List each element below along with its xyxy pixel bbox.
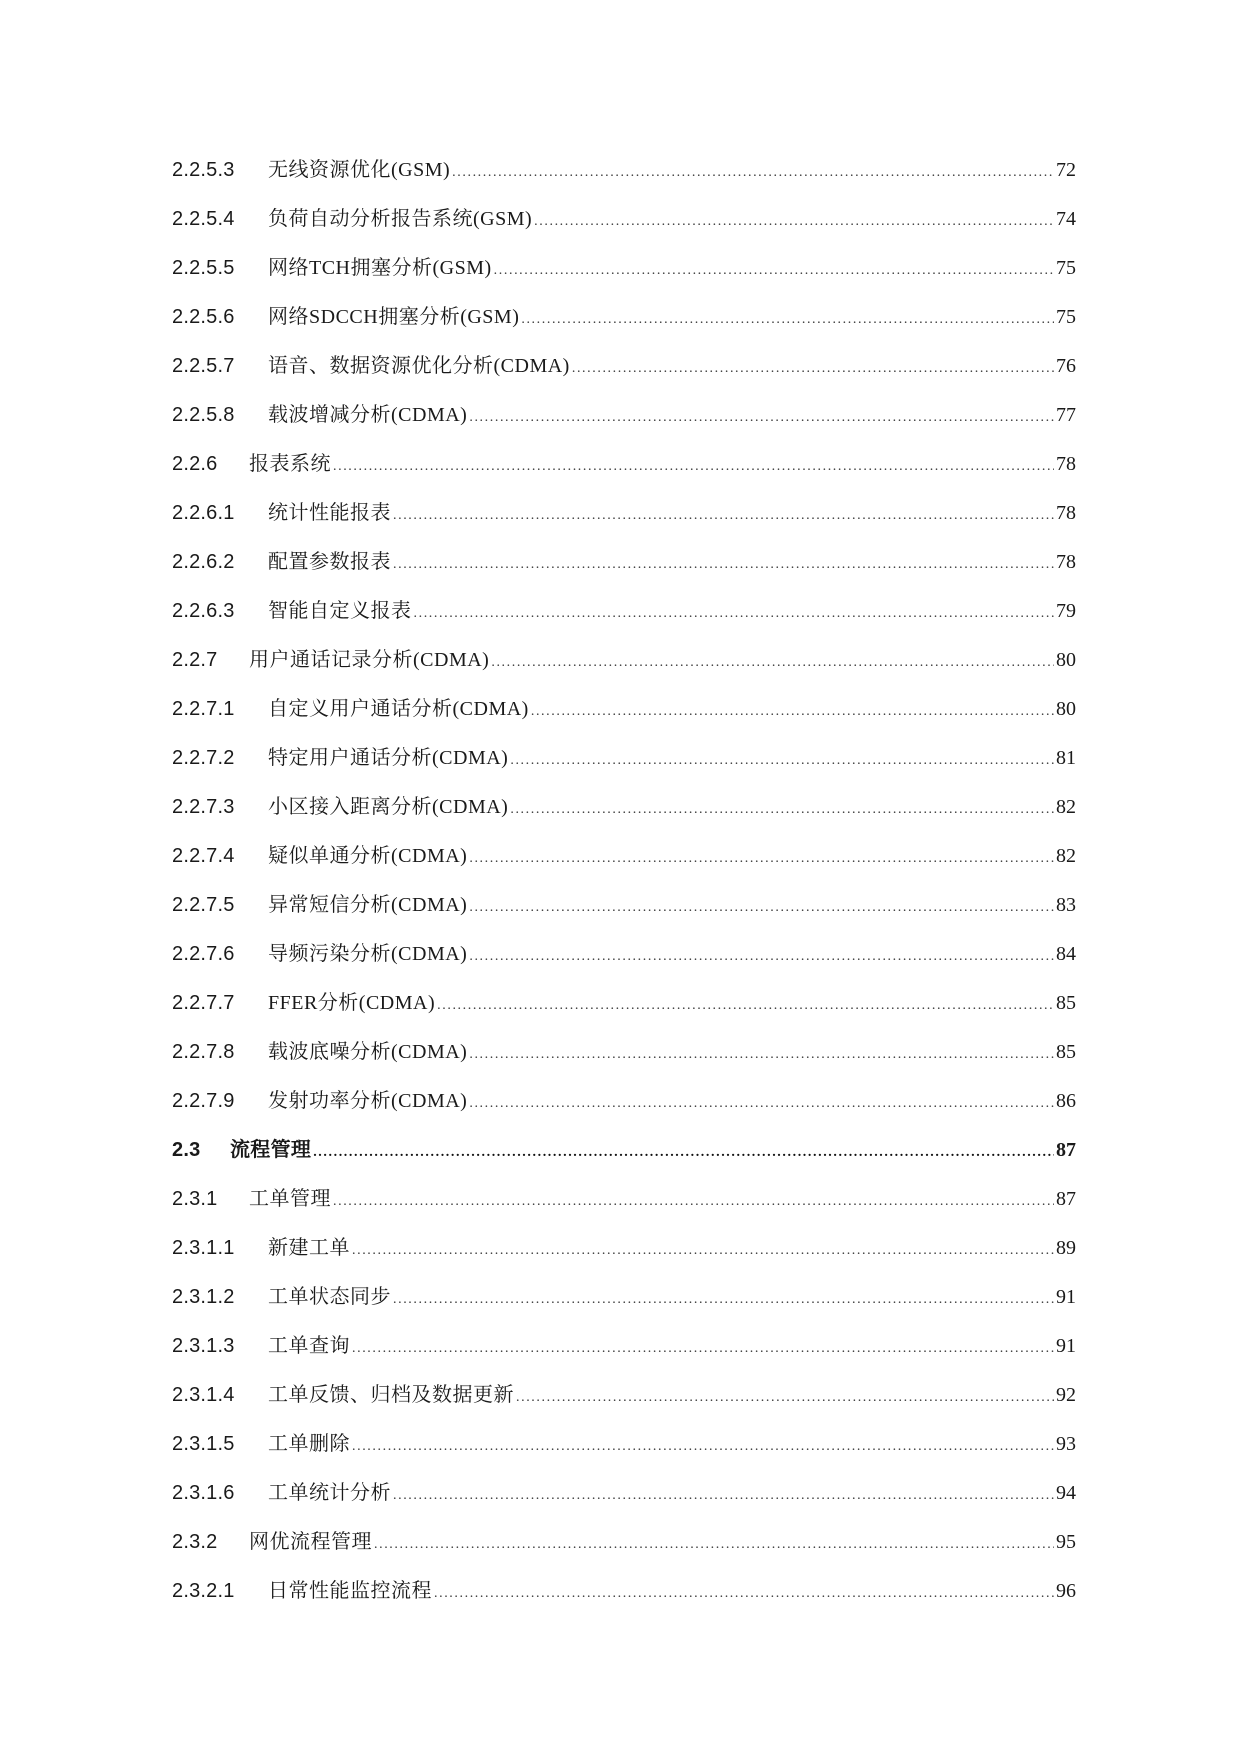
toc-entry-title: 导频污染分析(CDMA) [268,943,468,965]
toc-entry[interactable] [172,783,1076,832]
toc-entry-title: 语音、数据资源优化分析(CDMA) [268,355,570,377]
toc-entry-number: 2.2.7 [172,649,218,671]
toc-entry-page: 93 [1056,1433,1076,1455]
toc-entry-page: 85 [1056,1041,1076,1063]
toc-entry-title: 工单状态同步 [268,1286,391,1308]
toc-entry[interactable] [172,1322,1076,1371]
toc-entry-number: 2.2.5.8 [172,404,235,426]
toc-entry-title: 载波增减分析(CDMA) [268,404,468,426]
toc-leader-dots [516,1373,1054,1422]
toc-leader-dots [313,1128,1054,1177]
toc-entry-page: 80 [1056,698,1076,720]
toc-entry-number: 2.2.7.8 [172,1041,235,1063]
toc-leader-dots [469,932,1054,981]
toc-leader-dots [469,1030,1054,1079]
toc-entry-title: 自定义用户通话分析(CDMA) [268,698,529,720]
toc-leader-dots [510,785,1054,834]
toc-entry[interactable] [172,489,1076,538]
toc-entry-page: 96 [1056,1580,1076,1602]
toc-entry-number: 2.2.5.4 [172,208,235,230]
toc-entry-number: 2.2.6 [172,453,218,475]
toc-entry-number: 2.3.2.1 [172,1580,235,1602]
toc-entry[interactable] [172,832,1076,881]
toc-entry[interactable] [172,1224,1076,1273]
toc-entry-number: 2.3.2 [172,1531,218,1553]
toc-entry-number: 2.3.1.2 [172,1286,235,1308]
toc-entry-number: 2.2.7.6 [172,943,235,965]
toc-entry-page: 80 [1056,649,1076,671]
toc-entry[interactable] [172,587,1076,636]
toc-leader-dots [491,638,1054,687]
toc-entry-title: 统计性能报表 [268,502,391,524]
toc-entry-number: 2.3.1.6 [172,1482,235,1504]
toc-entry-title: 流程管理 [230,1139,312,1161]
toc-leader-dots [333,1177,1054,1226]
toc-entry-page: 74 [1056,208,1076,230]
toc-leader-dots [437,981,1054,1030]
toc-entry-number: 2.2.7.4 [172,845,235,867]
toc-entry[interactable] [172,1273,1076,1322]
toc-entry-title: 用户通话记录分析(CDMA) [249,649,490,671]
toc-entry[interactable] [172,440,1076,489]
toc-entry-number: 2.2.6.1 [172,502,235,524]
toc-leader-dots [452,148,1054,197]
toc-entry-page: 82 [1056,796,1076,818]
toc-entry[interactable] [172,881,1076,930]
toc-entry-title: 负荷自动分析报告系统(GSM) [268,208,533,230]
toc-leader-dots [469,1079,1054,1128]
toc-leader-dots [374,1520,1054,1569]
toc-entry-number: 2.2.5.7 [172,355,235,377]
toc-entry[interactable] [172,979,1076,1028]
toc-leader-dots [510,736,1054,785]
toc-entry[interactable] [172,1175,1076,1224]
toc-entry-title: 小区接入距离分析(CDMA) [268,796,509,818]
toc-entry-title: FFER分析(CDMA) [268,992,436,1014]
toc-leader-dots [333,442,1054,491]
toc-entry-number: 2.2.5.5 [172,257,235,279]
toc-entry-number: 2.2.6.3 [172,600,235,622]
toc-entry-title: 日常性能监控流程 [268,1580,432,1602]
toc-entry-number: 2.2.7.7 [172,992,235,1014]
toc-entry-number: 2.2.7.2 [172,747,235,769]
toc-entry-title: 工单统计分析 [268,1482,391,1504]
toc-leader-dots [352,1324,1054,1373]
toc-entry-title: 特定用户通话分析(CDMA) [268,747,509,769]
toc-leader-dots [469,834,1054,883]
toc-entry-number: 2.3.1.3 [172,1335,235,1357]
toc-entry-title: 工单查询 [268,1335,350,1357]
toc-leader-dots [393,1471,1054,1520]
toc-entry-page: 85 [1056,992,1076,1014]
toc-entry[interactable] [172,1420,1076,1469]
table-of-contents [172,146,1076,1616]
toc-entry-page: 95 [1056,1531,1076,1553]
toc-entry-page: 92 [1056,1384,1076,1406]
toc-leader-dots [534,197,1054,246]
toc-entry-page: 89 [1056,1237,1076,1259]
toc-entry-number: 2.3.1 [172,1188,218,1210]
toc-entry-page: 87 [1056,1139,1076,1161]
toc-entry-page: 84 [1056,943,1076,965]
toc-entry[interactable] [172,244,1076,293]
toc-entry[interactable] [172,1469,1076,1518]
toc-entry[interactable] [172,636,1076,685]
toc-entry[interactable] [172,342,1076,391]
toc-entry-title: 工单删除 [268,1433,350,1455]
toc-entry[interactable] [172,1371,1076,1420]
toc-entry-title: 网络SDCCH拥塞分析(GSM) [268,306,520,328]
toc-entry[interactable] [172,195,1076,244]
toc-entry-page: 79 [1056,600,1076,622]
toc-leader-dots [521,295,1054,344]
toc-entry-title: 网优流程管理 [249,1531,372,1553]
toc-leader-dots [393,491,1054,540]
toc-entry-page: 75 [1056,257,1076,279]
toc-entry-page: 77 [1056,404,1076,426]
toc-entry-page: 76 [1056,355,1076,377]
toc-entry-page: 91 [1056,1286,1076,1308]
toc-leader-dots [352,1422,1054,1471]
toc-entry-number: 2.3.1.1 [172,1237,235,1259]
toc-entry-page: 72 [1056,159,1076,181]
toc-leader-dots [531,687,1054,736]
toc-leader-dots [572,344,1054,393]
toc-entry-number: 2.2.5.6 [172,306,235,328]
toc-entry-title: 疑似单通分析(CDMA) [268,845,468,867]
toc-entry[interactable] [172,1567,1076,1616]
toc-entry-page: 87 [1056,1188,1076,1210]
toc-entry-page: 81 [1056,747,1076,769]
toc-entry-title: 工单反馈、归档及数据更新 [268,1384,514,1406]
toc-leader-dots [434,1569,1054,1618]
toc-entry-page: 82 [1056,845,1076,867]
toc-leader-dots [494,246,1054,295]
toc-entry-number: 2.3.1.5 [172,1433,235,1455]
toc-entry-page: 91 [1056,1335,1076,1357]
toc-entry[interactable] [172,1126,1076,1175]
toc-entry-number: 2.3 [172,1139,201,1161]
toc-entry[interactable] [172,685,1076,734]
toc-leader-dots [393,1275,1054,1324]
toc-entry[interactable] [172,1028,1076,1077]
toc-entry-title: 报表系统 [249,453,331,475]
toc-entry-title: 智能自定义报表 [268,600,412,622]
toc-entry-title: 载波底噪分析(CDMA) [268,1041,468,1063]
toc-leader-dots [414,589,1055,638]
toc-entry-number: 2.2.7.9 [172,1090,235,1112]
toc-entry-page: 78 [1056,551,1076,573]
toc-entry[interactable] [172,1518,1076,1567]
toc-entry-number: 2.2.7.3 [172,796,235,818]
toc-entry-number: 2.3.1.4 [172,1384,235,1406]
toc-entry[interactable] [172,1077,1076,1126]
toc-entry-number: 2.2.6.2 [172,551,235,573]
toc-entry-title: 无线资源优化(GSM) [268,159,451,181]
toc-entry-page: 86 [1056,1090,1076,1112]
toc-entry-title: 配置参数报表 [268,551,391,573]
toc-entry-number: 2.2.5.3 [172,159,235,181]
toc-entry-title: 新建工单 [268,1237,350,1259]
toc-entry[interactable] [172,538,1076,587]
toc-entry-number: 2.2.7.5 [172,894,235,916]
toc-entry-page: 75 [1056,306,1076,328]
toc-leader-dots [393,540,1054,589]
toc-entry[interactable] [172,146,1076,195]
toc-entry-page: 83 [1056,894,1076,916]
toc-entry-title: 网络TCH拥塞分析(GSM) [268,257,492,279]
toc-entry-page: 94 [1056,1482,1076,1504]
toc-entry[interactable] [172,391,1076,440]
toc-entry-page: 78 [1056,453,1076,475]
toc-entry-title: 异常短信分析(CDMA) [268,894,468,916]
toc-entry[interactable] [172,930,1076,979]
toc-entry-title: 发射功率分析(CDMA) [268,1090,468,1112]
toc-leader-dots [352,1226,1054,1275]
toc-entry[interactable] [172,293,1076,342]
toc-entry-title: 工单管理 [249,1188,331,1210]
toc-entry[interactable] [172,734,1076,783]
toc-entry-number: 2.2.7.1 [172,698,235,720]
toc-entry-page: 78 [1056,502,1076,524]
toc-leader-dots [469,393,1054,442]
toc-leader-dots [469,883,1054,932]
